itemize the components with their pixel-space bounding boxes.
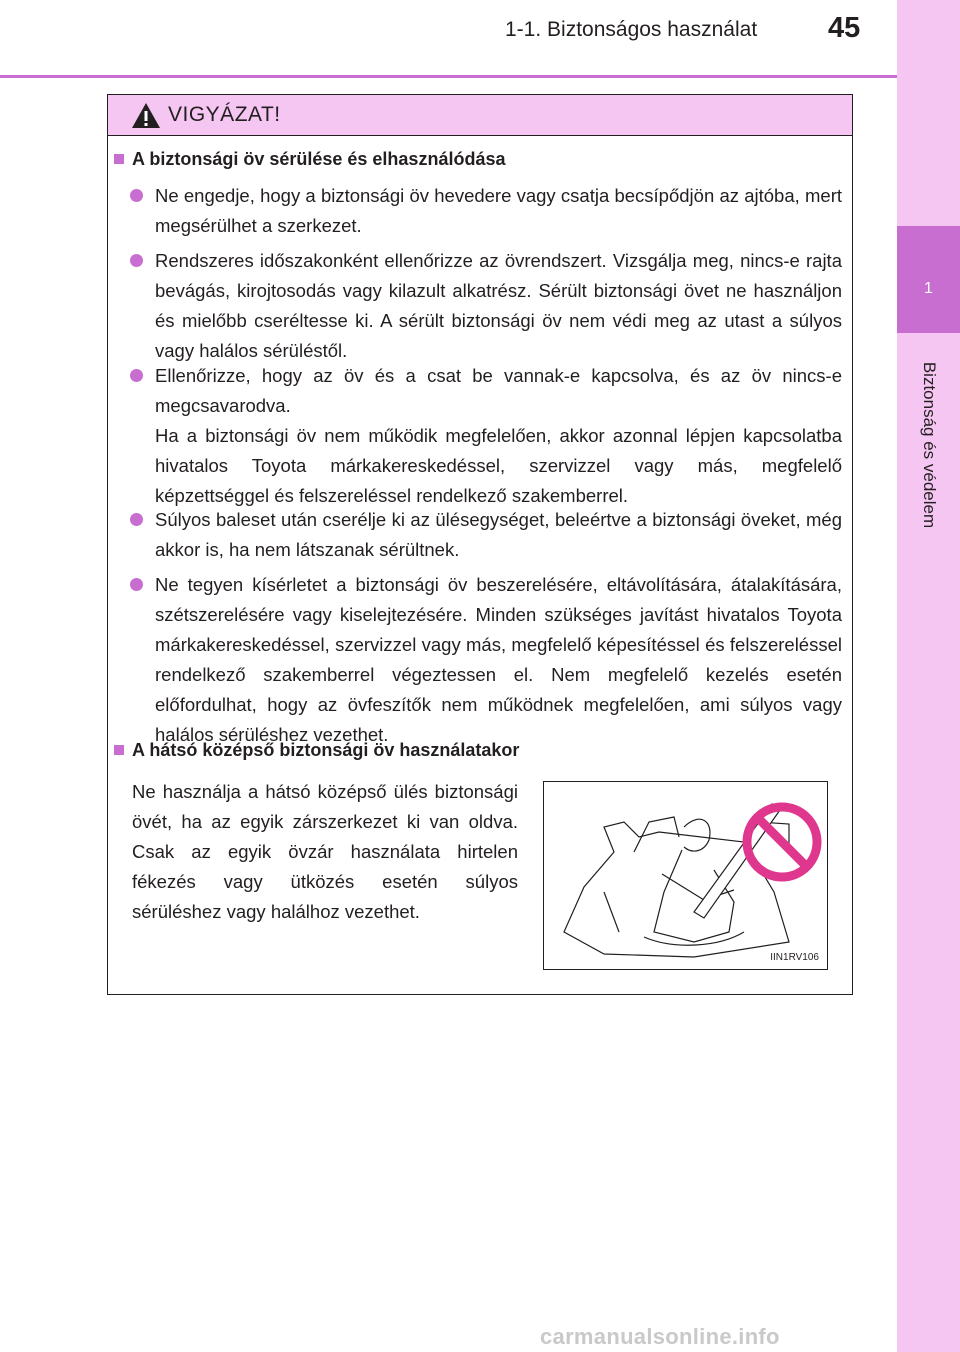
heading-text: A hátsó középső biztonsági öv használatakor bbox=[132, 740, 520, 760]
bullet-text bbox=[155, 361, 842, 511]
watermark: carmanualsonline.info bbox=[540, 1324, 780, 1349]
chapter-side-tab bbox=[897, 0, 960, 1352]
section-heading bbox=[114, 149, 505, 170]
image-code: IIN1RV106 bbox=[770, 952, 819, 963]
bullet-item bbox=[130, 361, 842, 511]
bullet-text bbox=[155, 246, 842, 366]
round-bullet-icon bbox=[130, 189, 143, 202]
bullet-text bbox=[155, 570, 842, 750]
bullet-paragraph: Rendszeres időszakonként ellenőrizze az övrendszert. Vizsgálja meg, nincs-e rajta bevágás, kirojtosodás vagy kilazult alkatrész. Sérült biztonsági övet ne használjon és mielőbb cseréltesse ki. A sérült biztonsági öv nem védi meg az utast a súlyos vagy halálos sérüléstől. bbox=[155, 250, 842, 361]
bullet-item bbox=[130, 246, 842, 366]
chapter-number: 1 bbox=[924, 280, 933, 297]
header-rule bbox=[0, 75, 897, 78]
section-heading bbox=[114, 740, 519, 761]
section-title: 1-1. Biztonságos használat bbox=[505, 18, 758, 41]
warning-header bbox=[108, 95, 852, 136]
warning-box bbox=[107, 94, 853, 995]
warning-triangle-icon bbox=[131, 102, 161, 129]
bullet-text bbox=[155, 505, 842, 565]
bullet-paragraph: Súlyos baleset után cserélje ki az ülésegységet, beleértve a biztonsági öveket, még akkor is, ha nem látszanak sérültnek. bbox=[155, 509, 842, 560]
heading-text: A biztonsági öv sérülése és elhasználódása bbox=[132, 149, 506, 169]
round-bullet-icon bbox=[130, 578, 143, 591]
round-bullet-icon bbox=[130, 513, 143, 526]
chapter-label: Biztonság és védelem bbox=[920, 361, 939, 529]
warning-title: VIGYÁZAT! bbox=[168, 103, 281, 126]
bullet-paragraph: Ne tegyen kísérletet a biztonsági öv beszerelésére, eltávolítására, átalakítására, szétszerelésére vagy kiselejtezésére. Minden szükséges javítást hivatalos Toyota márkakereskedéssel, szervizzel vagy más, megfelelő képesítéssel és felszereléssel rendelkező szakemberrel végeztessen el. Nem megfelelő kezelés esetén előfordulhat, hogy az övfeszítők nem működnek megfelelően, ami súlyos vagy halálos sérüléshez vezethet. bbox=[155, 574, 842, 745]
bullet-paragraph: Ellenőrizze, hogy az öv és a csat be vannak-e kapcsolva, és az öv nincs-e megcsavarodva. bbox=[155, 365, 842, 416]
page-number: 45 bbox=[828, 12, 861, 44]
square-bullet-icon bbox=[114, 745, 124, 755]
rear-center-belt-text: Ne használja a hátsó középső ülés biztonsági övét, ha az egyik zárszerkezet ki van oldva. Csak az egyik övzár használata hirtelen fékezés vagy ütközés esetén súlyos sérüléshez vagy halálhoz vezethet. bbox=[132, 781, 518, 922]
bullet-text bbox=[155, 181, 842, 241]
seatbelt-illustration bbox=[543, 781, 828, 970]
bullet-item bbox=[130, 505, 842, 565]
bullet-item bbox=[130, 570, 842, 750]
rear-seat-illustration bbox=[544, 782, 827, 969]
round-bullet-icon bbox=[130, 369, 143, 382]
round-bullet-icon bbox=[130, 254, 143, 267]
bullet-paragraph: Ha a biztonsági öv nem működik megfelelően, akkor azonnal lépjen kapcsolatba hivatalos Toyota márkakereskedéssel, szervizzel vagy más, megfelelő képzettséggel és felszereléssel rendelkező szakemberrel. bbox=[155, 425, 842, 506]
chapter-marker bbox=[897, 226, 960, 333]
bullet-item bbox=[130, 181, 842, 241]
square-bullet-icon bbox=[114, 154, 124, 164]
bullet-paragraph: Ne engedje, hogy a biztonsági öv hevedere vagy csatja becsípődjön az ajtóba, mert megsérülhet a szerkezet. bbox=[155, 185, 842, 236]
